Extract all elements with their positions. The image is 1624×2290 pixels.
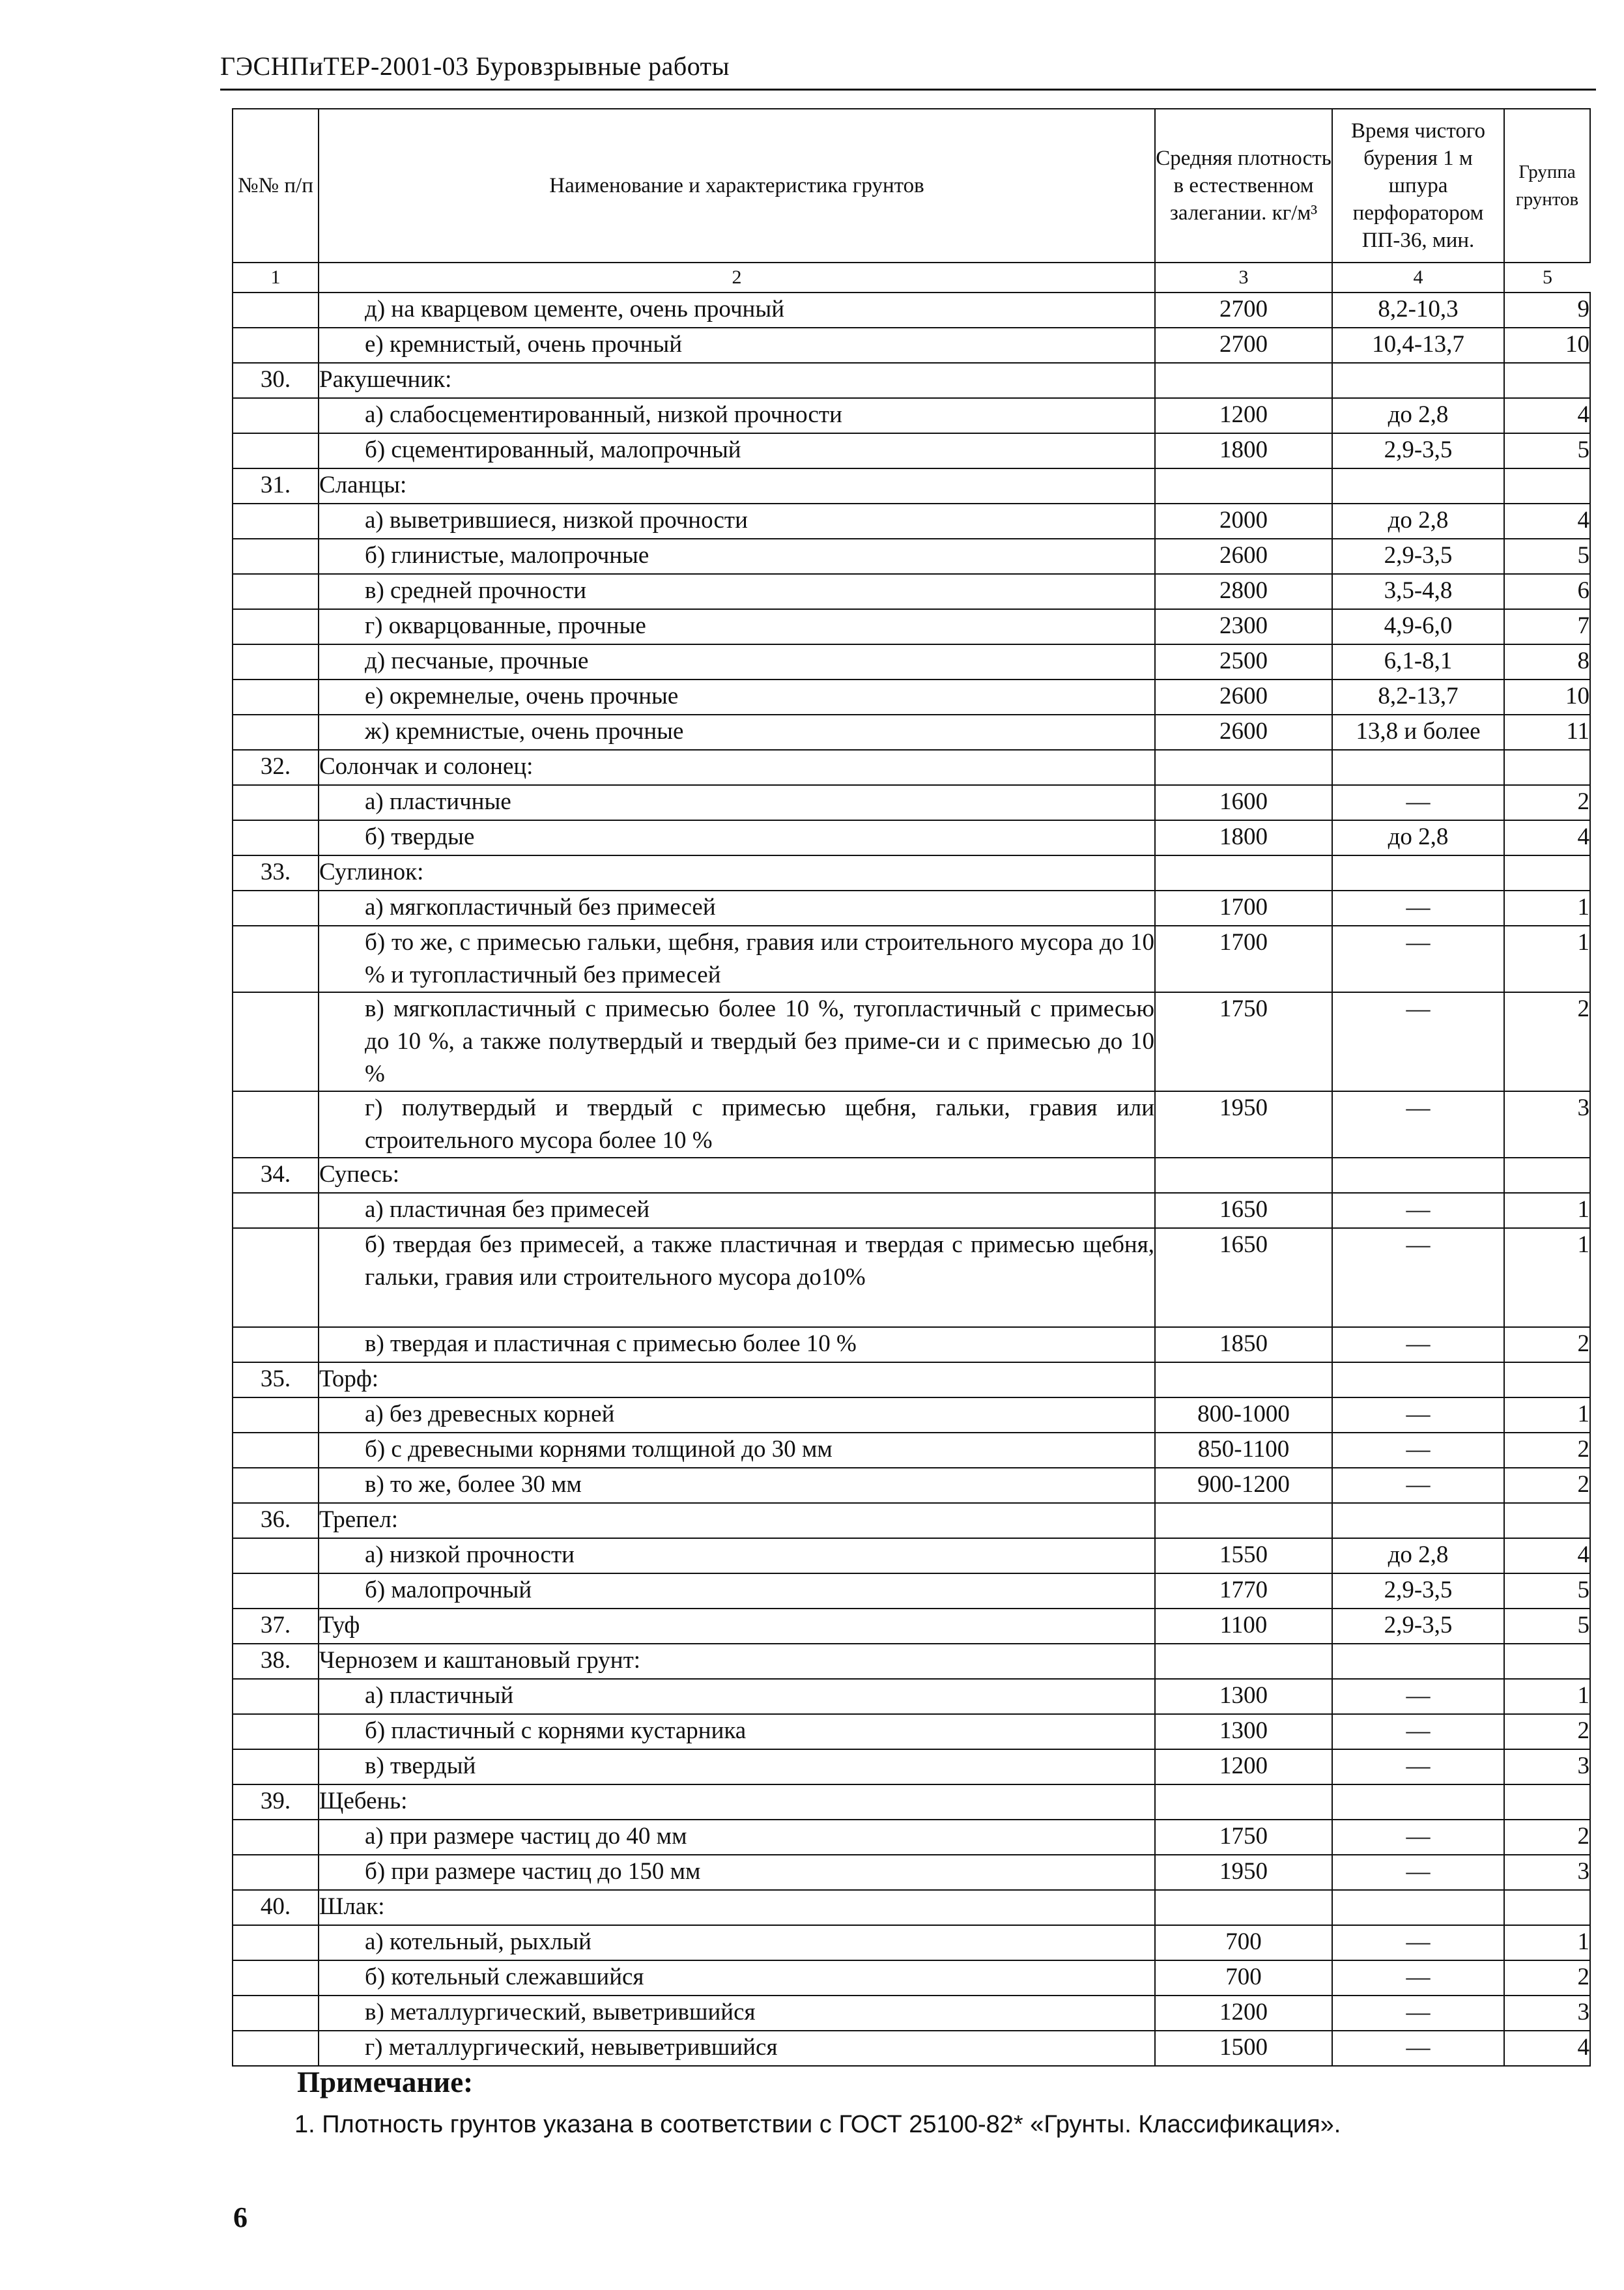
density-cell: 1200 bbox=[1155, 1749, 1332, 1784]
soil-group-cell: 7 bbox=[1504, 609, 1590, 644]
soil-name-cell: а) пластичные bbox=[319, 785, 1155, 820]
density-cell: 1800 bbox=[1155, 820, 1332, 855]
table-row bbox=[233, 1327, 1590, 1362]
row-number-cell bbox=[233, 926, 319, 992]
density-cell bbox=[1155, 468, 1332, 504]
density-cell: 2600 bbox=[1155, 539, 1332, 574]
drill-time-cell: 10,4-13,7 bbox=[1332, 328, 1504, 363]
density-cell: 2800 bbox=[1155, 574, 1332, 609]
table-row bbox=[233, 715, 1590, 750]
row-number-cell: 37. bbox=[233, 1609, 319, 1644]
density-cell bbox=[1155, 1784, 1332, 1820]
row-number-cell bbox=[233, 328, 319, 363]
drill-time-cell: до 2,8 bbox=[1332, 504, 1504, 539]
row-number-cell bbox=[233, 891, 319, 926]
drill-time-cell bbox=[1332, 855, 1504, 891]
soil-name-cell: Ракушечник: bbox=[319, 363, 1155, 398]
soil-name-cell: Чернозем и каштановый грунт: bbox=[319, 1644, 1155, 1679]
table-body bbox=[233, 293, 1590, 2066]
drill-time-cell: — bbox=[1332, 1433, 1504, 1468]
density-cell: 1300 bbox=[1155, 1679, 1332, 1714]
density-cell: 1700 bbox=[1155, 891, 1332, 926]
soil-name-cell: г) окварцованные, прочные bbox=[319, 609, 1155, 644]
header-rule bbox=[220, 89, 1596, 91]
density-cell: 1770 bbox=[1155, 1573, 1332, 1609]
table-row bbox=[233, 293, 1590, 328]
row-number-cell: 35. bbox=[233, 1362, 319, 1397]
soil-group-cell: 2 bbox=[1504, 1820, 1590, 1855]
table-row bbox=[233, 2031, 1590, 2066]
soil-group-cell: 5 bbox=[1504, 539, 1590, 574]
soil-group-cell: 2 bbox=[1504, 1327, 1590, 1362]
row-number-cell bbox=[233, 644, 319, 680]
table-row bbox=[233, 328, 1590, 363]
drill-time-cell: — bbox=[1332, 1749, 1504, 1784]
soil-name-cell: б) пластичный с корнями кустарника bbox=[319, 1714, 1155, 1749]
soil-name-cell: б) глинистые, малопрочные bbox=[319, 539, 1155, 574]
density-cell: 800-1000 bbox=[1155, 1397, 1332, 1433]
soil-group-cell: 2 bbox=[1504, 1433, 1590, 1468]
row-number-cell bbox=[233, 992, 319, 1091]
table-row bbox=[233, 680, 1590, 715]
density-cell: 2000 bbox=[1155, 504, 1332, 539]
drill-time-cell: — bbox=[1332, 1855, 1504, 1890]
row-number-cell bbox=[233, 715, 319, 750]
soil-group-cell bbox=[1504, 855, 1590, 891]
soil-name-cell: Суглинок: bbox=[319, 855, 1155, 891]
soil-name-cell: а) без древесных корней bbox=[319, 1397, 1155, 1433]
drill-time-cell: — bbox=[1332, 1925, 1504, 1960]
density-cell: 1750 bbox=[1155, 992, 1332, 1091]
soil-group-cell: 10 bbox=[1504, 328, 1590, 363]
row-number-cell bbox=[233, 1996, 319, 2031]
density-cell: 2600 bbox=[1155, 680, 1332, 715]
density-cell: 1200 bbox=[1155, 398, 1332, 433]
soil-name-cell: в) мягкопластичный с примесью более 10 %, тугопластичный с примесью до 10 %, а также полутвердый и твердый без приме-си и с примесью до 10 % bbox=[319, 992, 1155, 1091]
soil-name-cell: а) при размере частиц до 40 мм bbox=[319, 1820, 1155, 1855]
table-row bbox=[233, 539, 1590, 574]
soil-group-cell: 3 bbox=[1504, 1855, 1590, 1890]
soil-name-cell: б) малопрочный bbox=[319, 1573, 1155, 1609]
density-cell: 1950 bbox=[1155, 1091, 1332, 1158]
density-cell: 2600 bbox=[1155, 715, 1332, 750]
table-row bbox=[233, 1609, 1590, 1644]
table-row bbox=[233, 468, 1590, 504]
table-row bbox=[233, 609, 1590, 644]
row-number-cell: 31. bbox=[233, 468, 319, 504]
soil-name-cell: е) кремнистый, очень прочный bbox=[319, 328, 1155, 363]
soil-name-cell: в) металлургический, выветрившийся bbox=[319, 1996, 1155, 2031]
soil-group-cell bbox=[1504, 1890, 1590, 1925]
col-number: 2 bbox=[319, 263, 1155, 293]
table-row bbox=[233, 1855, 1590, 1890]
soil-name-cell: в) то же, более 30 мм bbox=[319, 1468, 1155, 1503]
soil-group-cell: 2 bbox=[1504, 1714, 1590, 1749]
density-cell: 1200 bbox=[1155, 1996, 1332, 2031]
density-cell: 1750 bbox=[1155, 1820, 1332, 1855]
row-number-cell bbox=[233, 433, 319, 468]
row-number-cell bbox=[233, 1397, 319, 1433]
soil-group-cell: 1 bbox=[1504, 1193, 1590, 1228]
table-row bbox=[233, 644, 1590, 680]
drill-time-cell: — bbox=[1332, 891, 1504, 926]
soil-group-cell: 4 bbox=[1504, 820, 1590, 855]
drill-time-cell: — bbox=[1332, 1714, 1504, 1749]
soil-group-cell: 10 bbox=[1504, 680, 1590, 715]
density-cell: 700 bbox=[1155, 1925, 1332, 1960]
soil-group-cell: 5 bbox=[1504, 1573, 1590, 1609]
density-cell: 700 bbox=[1155, 1960, 1332, 1996]
soil-group-cell: 1 bbox=[1504, 1228, 1590, 1327]
soil-group-cell: 9 bbox=[1504, 293, 1590, 328]
table-row bbox=[233, 1362, 1590, 1397]
drill-time-cell: до 2,8 bbox=[1332, 820, 1504, 855]
row-number-cell bbox=[233, 1960, 319, 1996]
table-row bbox=[233, 1960, 1590, 1996]
soil-group-cell: 6 bbox=[1504, 574, 1590, 609]
soil-name-cell: а) пластичный bbox=[319, 1679, 1155, 1714]
drill-time-cell: 4,9-6,0 bbox=[1332, 609, 1504, 644]
table-row bbox=[233, 1228, 1590, 1327]
soil-group-cell bbox=[1504, 363, 1590, 398]
density-cell: 2700 bbox=[1155, 328, 1332, 363]
density-cell: 2700 bbox=[1155, 293, 1332, 328]
soil-name-cell: а) слабосцементированный, низкой прочности bbox=[319, 398, 1155, 433]
drill-time-cell bbox=[1332, 363, 1504, 398]
density-cell: 1650 bbox=[1155, 1228, 1332, 1327]
soil-group-cell: 1 bbox=[1504, 1397, 1590, 1433]
soil-group-cell: 3 bbox=[1504, 1749, 1590, 1784]
table-row bbox=[233, 785, 1590, 820]
soil-group-cell: 5 bbox=[1504, 433, 1590, 468]
drill-time-cell: — bbox=[1332, 1228, 1504, 1327]
density-cell: 1600 bbox=[1155, 785, 1332, 820]
drill-time-cell: — bbox=[1332, 1397, 1504, 1433]
density-cell bbox=[1155, 1362, 1332, 1397]
soil-group-cell: 2 bbox=[1504, 785, 1590, 820]
table-row bbox=[233, 363, 1590, 398]
drill-time-cell bbox=[1332, 1784, 1504, 1820]
soil-name-cell: б) при размере частиц до 150 мм bbox=[319, 1855, 1155, 1890]
drill-time-cell bbox=[1332, 1890, 1504, 1925]
drill-time-cell: — bbox=[1332, 1960, 1504, 1996]
table-row bbox=[233, 574, 1590, 609]
drill-time-cell: — bbox=[1332, 1091, 1504, 1158]
col-number: 4 bbox=[1332, 263, 1504, 293]
table-row bbox=[233, 1433, 1590, 1468]
soil-name-cell: в) твердый bbox=[319, 1749, 1155, 1784]
soil-name-cell: а) мягкопластичный без примесей bbox=[319, 891, 1155, 926]
drill-time-cell: 2,9-3,5 bbox=[1332, 433, 1504, 468]
table-row bbox=[233, 1573, 1590, 1609]
table-row bbox=[233, 926, 1590, 992]
row-number-cell bbox=[233, 680, 319, 715]
drill-time-cell bbox=[1332, 750, 1504, 785]
soil-name-cell: а) пластичная без примесей bbox=[319, 1193, 1155, 1228]
row-number-cell bbox=[233, 1228, 319, 1327]
soil-group-cell: 2 bbox=[1504, 1960, 1590, 1996]
table-row bbox=[233, 1679, 1590, 1714]
col-number: 5 bbox=[1504, 263, 1590, 293]
soil-group-cell bbox=[1504, 750, 1590, 785]
table-row bbox=[233, 992, 1590, 1091]
row-number-cell bbox=[233, 1538, 319, 1573]
drill-time-cell: — bbox=[1332, 1820, 1504, 1855]
soil-name-cell: б) то же, с примесью гальки, щебня, гравия или строительного мусора до 10 % и тугопластичный без примесей bbox=[319, 926, 1155, 992]
row-number-cell: 38. bbox=[233, 1644, 319, 1679]
density-cell: 2300 bbox=[1155, 609, 1332, 644]
soil-name-cell: г) металлургический, невыветрившийся bbox=[319, 2031, 1155, 2066]
row-number-cell bbox=[233, 1820, 319, 1855]
soil-name-cell: г) полутвердый и твердый с примесью щебня, гальки, гравия или строительного мусора более 10 % bbox=[319, 1091, 1155, 1158]
table-row bbox=[233, 1644, 1590, 1679]
soil-group-cell bbox=[1504, 1784, 1590, 1820]
soil-group-cell: 4 bbox=[1504, 504, 1590, 539]
row-number-cell: 40. bbox=[233, 1890, 319, 1925]
table-row bbox=[233, 1193, 1590, 1228]
soil-name-cell: б) твердые bbox=[319, 820, 1155, 855]
col-header-group: Группа грунтов bbox=[1504, 109, 1590, 263]
drill-time-cell: — bbox=[1332, 926, 1504, 992]
soil-group-cell: 4 bbox=[1504, 1538, 1590, 1573]
table-row bbox=[233, 1996, 1590, 2031]
drill-time-cell bbox=[1332, 1503, 1504, 1538]
row-number-cell bbox=[233, 398, 319, 433]
table-row bbox=[233, 820, 1590, 855]
density-cell bbox=[1155, 1644, 1332, 1679]
soil-group-cell bbox=[1504, 1158, 1590, 1193]
col-number: 1 bbox=[233, 263, 319, 293]
row-number-cell bbox=[233, 1193, 319, 1228]
density-cell bbox=[1155, 855, 1332, 891]
drill-time-cell: 8,2-10,3 bbox=[1332, 293, 1504, 328]
row-number-cell bbox=[233, 1855, 319, 1890]
soil-group-cell: 4 bbox=[1504, 398, 1590, 433]
soil-group-cell: 1 bbox=[1504, 1679, 1590, 1714]
density-cell: 1500 bbox=[1155, 2031, 1332, 2066]
density-cell: 1800 bbox=[1155, 433, 1332, 468]
drill-time-cell: — bbox=[1332, 992, 1504, 1091]
row-number-cell: 32. bbox=[233, 750, 319, 785]
table-row bbox=[233, 1784, 1590, 1820]
drill-time-cell bbox=[1332, 1644, 1504, 1679]
density-cell: 1850 bbox=[1155, 1327, 1332, 1362]
soil-group-cell: 3 bbox=[1504, 1091, 1590, 1158]
drill-time-cell bbox=[1332, 1362, 1504, 1397]
density-cell bbox=[1155, 1158, 1332, 1193]
soil-name-cell: Трепел: bbox=[319, 1503, 1155, 1538]
drill-time-cell: 6,1-8,1 bbox=[1332, 644, 1504, 680]
table-row bbox=[233, 1468, 1590, 1503]
soil-group-cell: 2 bbox=[1504, 1468, 1590, 1503]
soil-name-cell: Туф bbox=[319, 1609, 1155, 1644]
table-row bbox=[233, 1538, 1590, 1573]
soil-name-cell: Солончак и солонец: bbox=[319, 750, 1155, 785]
soil-table bbox=[232, 108, 1591, 2067]
density-cell: 1950 bbox=[1155, 1855, 1332, 1890]
soil-group-cell: 2 bbox=[1504, 992, 1590, 1091]
drill-time-cell: 8,2-13,7 bbox=[1332, 680, 1504, 715]
col-number: 3 bbox=[1155, 263, 1332, 293]
soil-group-cell: 5 bbox=[1504, 1609, 1590, 1644]
soil-name-cell: в) средней прочности bbox=[319, 574, 1155, 609]
density-cell: 1100 bbox=[1155, 1609, 1332, 1644]
table-row bbox=[233, 855, 1590, 891]
row-number-cell: 34. bbox=[233, 1158, 319, 1193]
drill-time-cell bbox=[1332, 1158, 1504, 1193]
table-row bbox=[233, 891, 1590, 926]
table-row bbox=[233, 1158, 1590, 1193]
table-row bbox=[233, 1749, 1590, 1784]
density-cell bbox=[1155, 750, 1332, 785]
col-header-time: Время чистого бурения 1 м шпура перфоратором ПП-36, мин. bbox=[1332, 109, 1504, 263]
soil-group-cell bbox=[1504, 1503, 1590, 1538]
soil-name-cell: Супесь: bbox=[319, 1158, 1155, 1193]
col-header-name: Наименование и характеристика грунтов bbox=[319, 109, 1155, 263]
soil-group-cell bbox=[1504, 1362, 1590, 1397]
row-number-cell bbox=[233, 1327, 319, 1362]
soil-group-cell: 1 bbox=[1504, 891, 1590, 926]
density-cell: 1700 bbox=[1155, 926, 1332, 992]
soil-name-cell: е) окремнелые, очень прочные bbox=[319, 680, 1155, 715]
soil-name-cell: б) сцементированный, малопрочный bbox=[319, 433, 1155, 468]
note-text: 1. Плотность грунтов указана в соответствии с ГОСТ 25100-82* «Грунты. Классификация». bbox=[294, 2111, 1341, 2138]
soil-name-cell: а) котельный, рыхлый bbox=[319, 1925, 1155, 1960]
col-header-density: Средняя плотность в естественном залегании. кг/м³ bbox=[1155, 109, 1332, 263]
row-number-cell bbox=[233, 1679, 319, 1714]
drill-time-cell: 3,5-4,8 bbox=[1332, 574, 1504, 609]
row-number-cell bbox=[233, 820, 319, 855]
density-cell: 900-1200 bbox=[1155, 1468, 1332, 1503]
density-cell: 1300 bbox=[1155, 1714, 1332, 1749]
row-number-cell bbox=[233, 574, 319, 609]
soil-name-cell: д) на кварцевом цементе, очень прочный bbox=[319, 293, 1155, 328]
soil-name-cell: Щебень: bbox=[319, 1784, 1155, 1820]
row-number-cell bbox=[233, 1573, 319, 1609]
row-number-cell bbox=[233, 539, 319, 574]
soil-name-cell: ж) кремнистые, очень прочные bbox=[319, 715, 1155, 750]
row-number-cell bbox=[233, 1091, 319, 1158]
soil-group-cell: 4 bbox=[1504, 2031, 1590, 2066]
soil-name-cell: Шлак: bbox=[319, 1890, 1155, 1925]
drill-time-cell: — bbox=[1332, 1193, 1504, 1228]
table-row bbox=[233, 433, 1590, 468]
drill-time-cell: — bbox=[1332, 785, 1504, 820]
row-number-cell: 36. bbox=[233, 1503, 319, 1538]
drill-time-cell: — bbox=[1332, 1468, 1504, 1503]
row-number-cell bbox=[233, 293, 319, 328]
table-row bbox=[233, 1925, 1590, 1960]
row-number-cell: 30. bbox=[233, 363, 319, 398]
row-number-cell: 39. bbox=[233, 1784, 319, 1820]
soil-name-cell: д) песчаные, прочные bbox=[319, 644, 1155, 680]
density-cell bbox=[1155, 363, 1332, 398]
table-row bbox=[233, 1820, 1590, 1855]
drill-time-cell: — bbox=[1332, 1679, 1504, 1714]
row-number-cell bbox=[233, 609, 319, 644]
soil-name-cell: а) низкой прочности bbox=[319, 1538, 1155, 1573]
soil-name-cell: Торф: bbox=[319, 1362, 1155, 1397]
soil-group-cell: 11 bbox=[1504, 715, 1590, 750]
soil-group-cell bbox=[1504, 1644, 1590, 1679]
soil-group-cell: 1 bbox=[1504, 926, 1590, 992]
drill-time-cell: 2,9-3,5 bbox=[1332, 1573, 1504, 1609]
soil-group-cell: 1 bbox=[1504, 1925, 1590, 1960]
soil-name-cell: б) с древесными корнями толщиной до 30 мм bbox=[319, 1433, 1155, 1468]
drill-time-cell: 13,8 и более bbox=[1332, 715, 1504, 750]
page-number: 6 bbox=[233, 2201, 248, 2233]
soil-name-cell: Сланцы: bbox=[319, 468, 1155, 504]
drill-time-cell: 2,9-3,5 bbox=[1332, 539, 1504, 574]
table-row bbox=[233, 1091, 1590, 1158]
drill-time-cell: — bbox=[1332, 1996, 1504, 2031]
note-title: Примечание: bbox=[297, 2066, 474, 2098]
drill-time-cell: — bbox=[1332, 2031, 1504, 2066]
density-cell bbox=[1155, 1503, 1332, 1538]
soil-group-cell bbox=[1504, 468, 1590, 504]
table-row bbox=[233, 398, 1590, 433]
table-row bbox=[233, 1714, 1590, 1749]
table-row bbox=[233, 1397, 1590, 1433]
drill-time-cell: — bbox=[1332, 1327, 1504, 1362]
drill-time-cell bbox=[1332, 468, 1504, 504]
row-number-cell: 33. bbox=[233, 855, 319, 891]
col-header-num: №№ п/п bbox=[233, 109, 319, 263]
density-cell: 2500 bbox=[1155, 644, 1332, 680]
row-number-cell bbox=[233, 1433, 319, 1468]
density-cell: 1550 bbox=[1155, 1538, 1332, 1573]
table-row bbox=[233, 1503, 1590, 1538]
density-cell bbox=[1155, 1890, 1332, 1925]
row-number-cell bbox=[233, 504, 319, 539]
drill-time-cell: 2,9-3,5 bbox=[1332, 1609, 1504, 1644]
table-row bbox=[233, 750, 1590, 785]
soil-name-cell: а) выветрившиеся, низкой прочности bbox=[319, 504, 1155, 539]
row-number-cell bbox=[233, 785, 319, 820]
soil-name-cell: б) котельный слежавшийся bbox=[319, 1960, 1155, 1996]
table-row bbox=[233, 1890, 1590, 1925]
soil-group-cell: 8 bbox=[1504, 644, 1590, 680]
density-cell: 1650 bbox=[1155, 1193, 1332, 1228]
density-cell: 850-1100 bbox=[1155, 1433, 1332, 1468]
running-header: ГЭСНПиТЕР-2001-03 Буровзрывные работы bbox=[220, 51, 730, 81]
drill-time-cell: до 2,8 bbox=[1332, 1538, 1504, 1573]
soil-name-cell: в) твердая и пластичная с примесью более 10 % bbox=[319, 1327, 1155, 1362]
drill-time-cell: до 2,8 bbox=[1332, 398, 1504, 433]
row-number-cell bbox=[233, 1925, 319, 1960]
row-number-cell bbox=[233, 2031, 319, 2066]
row-number-cell bbox=[233, 1749, 319, 1784]
soil-group-cell: 3 bbox=[1504, 1996, 1590, 2031]
table-row bbox=[233, 504, 1590, 539]
soil-name-cell: б) твердая без примесей, а также пластичная и твердая с примесью щебня, гальки, гравия или строительного мусора до10% bbox=[319, 1228, 1155, 1327]
row-number-cell bbox=[233, 1468, 319, 1503]
row-number-cell bbox=[233, 1714, 319, 1749]
